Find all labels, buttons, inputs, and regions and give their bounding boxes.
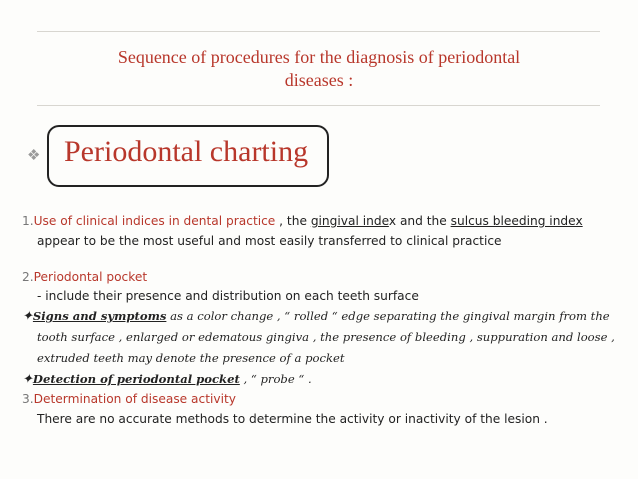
- item-3-line-2: There are no accurate methods to determine the activity or inactivity of the lesion .: [37, 412, 548, 426]
- item-2-title: Periodontal pocket: [33, 270, 148, 284]
- section-heading: Periodontal charting: [64, 135, 309, 168]
- item-1-text-b: x and the: [388, 214, 451, 228]
- slide-title: [40, 46, 598, 92]
- title-divider: [37, 105, 600, 106]
- diamond-bullet-icon: ❖: [27, 148, 41, 164]
- detection-line: [22, 371, 312, 388]
- item-2-line-1: [22, 269, 147, 285]
- item-1-line-1: [22, 213, 583, 229]
- item-1-title: Use of clinical indices in dental practice: [33, 214, 276, 228]
- signs-text-1: as a color change , “ rolled “ edge separating the gingival margin from the: [166, 309, 610, 323]
- detection-label: Detection of periodontal pocket: [32, 372, 240, 386]
- title-line-1: Sequence of procedures for the diagnosis of periodontal: [117, 47, 521, 67]
- signs-line-2: tooth surface , enlarged or edematous gingiva , the presence of bleeding , suppuration and loose ,: [37, 330, 615, 344]
- item-3-number: 3.: [22, 392, 34, 406]
- item-1-number: 1.: [22, 214, 34, 228]
- item-2-number: 2.: [22, 270, 34, 284]
- star-bullet-icon: ✦: [22, 372, 33, 387]
- top-divider: [37, 31, 600, 32]
- title-line-2: diseases :: [284, 70, 354, 90]
- signs-line-1: [22, 308, 610, 325]
- item-3-line-1: [22, 391, 236, 407]
- sulcus-bleeding-index-link: sulcus bleeding index: [450, 214, 583, 228]
- item-1-line-2: appear to be the most useful and most easily transferred to clinical practice: [37, 234, 502, 248]
- signs-label: Signs and symptoms: [32, 309, 167, 323]
- item-2-subtext: - include their presence and distribution on each teeth surface: [37, 289, 419, 303]
- detection-text: , “ probe “ .: [239, 372, 312, 386]
- item-3-title: Determination of disease activity: [33, 392, 236, 406]
- item-1-text-a: , the: [275, 214, 311, 228]
- gingival-index-link: gingival inde: [310, 214, 389, 228]
- signs-line-3: extruded teeth may denote the presence of a pocket: [37, 351, 345, 365]
- star-bullet-icon: ✦: [22, 309, 33, 324]
